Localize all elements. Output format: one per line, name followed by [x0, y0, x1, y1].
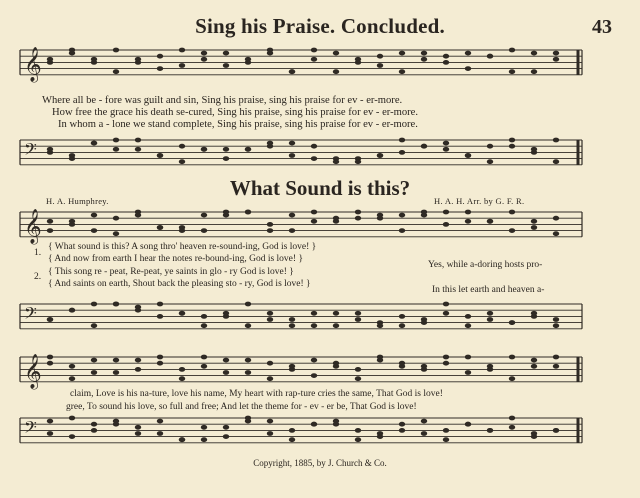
- note-head: [179, 159, 185, 164]
- note-head: [553, 323, 559, 328]
- note-head: [399, 361, 405, 366]
- note-head: [311, 323, 317, 328]
- note-head: [311, 210, 317, 215]
- note-head: [135, 57, 141, 62]
- hymn-title-what-sound: What Sound is this?: [229, 176, 411, 200]
- note-head: [443, 210, 449, 215]
- note-head: [399, 51, 405, 56]
- note-head: [201, 228, 207, 233]
- note-head: [267, 361, 273, 366]
- note-head: [245, 210, 251, 215]
- note-head: [289, 428, 295, 433]
- note-head: [311, 219, 317, 224]
- note-head: [135, 308, 141, 313]
- note-head: [377, 63, 383, 68]
- note-head: [399, 323, 405, 328]
- note-head: [531, 147, 537, 152]
- note-head: [113, 216, 119, 221]
- note-head: [509, 355, 515, 360]
- note-head: [267, 376, 273, 381]
- note-head: [179, 48, 185, 53]
- note-head: [311, 144, 317, 149]
- clef-icon: 𝄢: [24, 303, 37, 327]
- note-head: [267, 431, 273, 436]
- note-head: [553, 364, 559, 369]
- note-head: [311, 311, 317, 316]
- note-head: [179, 144, 185, 149]
- note-head: [553, 428, 559, 433]
- note-head: [201, 437, 207, 442]
- lyric-line: Yes, while a-doring hosts pro-: [428, 260, 543, 270]
- clef-icon: 𝄞: [24, 47, 42, 82]
- note-head: [465, 66, 471, 71]
- note-head: [487, 144, 493, 149]
- lyric-line: In this let earth and heaven a-: [432, 285, 545, 295]
- note-head: [223, 425, 229, 430]
- note-head: [443, 361, 449, 366]
- note-head: [355, 210, 361, 215]
- note-head: [179, 437, 185, 442]
- note-head: [135, 425, 141, 430]
- note-head: [157, 153, 163, 158]
- note-head: [289, 317, 295, 322]
- note-head: [47, 431, 53, 436]
- note-head: [333, 323, 339, 328]
- note-head: [47, 317, 53, 322]
- note-head: [509, 228, 515, 233]
- note-head: [223, 147, 229, 152]
- note-head: [289, 364, 295, 369]
- note-head: [69, 434, 75, 439]
- lyric-line: Where all be - fore was guilt and sin, Sing his praise, sing his praise for ev - er-more.: [42, 95, 403, 106]
- note-head: [245, 358, 251, 363]
- note-head: [443, 141, 449, 146]
- lyric-line: gree, To sound his love, so full and free; And let the theme for - ev - er be, That God is love!: [66, 402, 417, 412]
- note-head: [355, 437, 361, 442]
- note-head: [333, 69, 339, 74]
- note-head: [201, 364, 207, 369]
- note-head: [531, 358, 537, 363]
- note-head: [267, 317, 273, 322]
- note-head: [157, 314, 163, 319]
- note-head: [443, 222, 449, 227]
- note-head: [531, 364, 537, 369]
- note-head: [355, 367, 361, 372]
- note-head: [531, 69, 537, 74]
- note-head: [69, 51, 75, 56]
- note-head: [443, 437, 449, 442]
- note-head: [245, 147, 251, 152]
- note-head: [91, 422, 97, 427]
- note-head: [399, 138, 405, 143]
- note-head: [157, 431, 163, 436]
- note-head: [135, 147, 141, 152]
- note-head: [91, 302, 97, 307]
- note-head: [399, 69, 405, 74]
- note-head: [289, 69, 295, 74]
- note-head: [487, 54, 493, 59]
- lyric-line: claim, Love is his na-ture, love his name, My heart with rap-ture cries the same, That God is love!: [70, 389, 443, 399]
- note-head: [355, 428, 361, 433]
- note-head: [135, 213, 141, 218]
- note-head: [69, 416, 75, 421]
- note-head: [47, 361, 53, 366]
- note-head: [113, 302, 119, 307]
- note-head: [267, 419, 273, 424]
- note-head: [267, 48, 273, 53]
- note-head: [91, 213, 97, 218]
- note-head: [421, 57, 427, 62]
- note-head: [223, 63, 229, 68]
- note-head: [355, 376, 361, 381]
- note-head: [113, 69, 119, 74]
- note-head: [333, 311, 339, 316]
- note-head: [443, 428, 449, 433]
- note-head: [443, 355, 449, 360]
- note-head: [465, 314, 471, 319]
- note-head: [399, 228, 405, 233]
- lyric-line: { And now from earth I hear the notes re-bound-ing, God is love! }: [48, 254, 304, 264]
- note-head: [157, 66, 163, 71]
- note-head: [355, 216, 361, 221]
- note-head: [47, 355, 53, 360]
- note-head: [157, 361, 163, 366]
- note-head: [245, 302, 251, 307]
- verse-number: 2.: [34, 272, 42, 282]
- note-head: [377, 153, 383, 158]
- note-head: [399, 150, 405, 155]
- note-head: [311, 358, 317, 363]
- note-head: [69, 308, 75, 313]
- note-head: [399, 422, 405, 427]
- note-head: [377, 54, 383, 59]
- note-head: [377, 323, 383, 328]
- hymn-title-concluded: Sing his Praise. Concluded.: [195, 14, 445, 38]
- note-head: [179, 311, 185, 316]
- note-head: [113, 231, 119, 236]
- note-head: [465, 219, 471, 224]
- note-head: [245, 370, 251, 375]
- note-head: [91, 323, 97, 328]
- clef-icon: 𝄢: [24, 139, 37, 163]
- note-head: [333, 219, 339, 224]
- note-head: [201, 314, 207, 319]
- note-head: [509, 138, 515, 143]
- note-head: [157, 302, 163, 307]
- note-head: [421, 431, 427, 436]
- arranger-credit: H. A. H. Arr. by G. F. R.: [434, 196, 525, 206]
- note-head: [201, 51, 207, 56]
- note-head: [553, 51, 559, 56]
- note-head: [289, 153, 295, 158]
- note-head: [553, 216, 559, 221]
- note-head: [113, 419, 119, 424]
- note-head: [157, 225, 163, 230]
- note-head: [531, 219, 537, 224]
- note-head: [267, 228, 273, 233]
- note-head: [465, 153, 471, 158]
- note-head: [245, 419, 251, 424]
- note-head: [509, 425, 515, 430]
- page-number: 43: [592, 16, 612, 38]
- note-head: [201, 213, 207, 218]
- note-head: [399, 213, 405, 218]
- note-head: [553, 159, 559, 164]
- note-head: [311, 48, 317, 53]
- lyric-line: { What sound is this? A song thro' heaven re-sound-ing, God is love! }: [48, 242, 317, 252]
- note-head: [157, 355, 163, 360]
- note-head: [553, 231, 559, 236]
- note-head: [553, 57, 559, 62]
- note-head: [223, 434, 229, 439]
- lyric-line: How free the grace his death se-cured, Sing his praise, sing his praise for ev - er-more.: [52, 107, 419, 118]
- note-head: [267, 141, 273, 146]
- note-head: [69, 376, 75, 381]
- note-head: [487, 367, 493, 372]
- note-head: [377, 431, 383, 436]
- note-head: [355, 317, 361, 322]
- note-head: [509, 210, 515, 215]
- note-head: [553, 355, 559, 360]
- note-head: [531, 225, 537, 230]
- note-head: [333, 159, 339, 164]
- note-head: [377, 358, 383, 363]
- note-head: [201, 355, 207, 360]
- note-head: [465, 355, 471, 360]
- note-head: [465, 370, 471, 375]
- note-head: [223, 311, 229, 316]
- note-head: [47, 219, 53, 224]
- note-head: [509, 69, 515, 74]
- note-head: [509, 48, 515, 53]
- note-head: [69, 364, 75, 369]
- note-head: [399, 428, 405, 433]
- note-head: [311, 156, 317, 161]
- note-head: [113, 147, 119, 152]
- note-head: [179, 228, 185, 233]
- note-head: [135, 358, 141, 363]
- note-head: [135, 138, 141, 143]
- note-head: [289, 213, 295, 218]
- note-head: [421, 367, 427, 372]
- note-head: [553, 317, 559, 322]
- note-head: [179, 376, 185, 381]
- note-head: [69, 219, 75, 224]
- note-head: [443, 311, 449, 316]
- note-head: [531, 311, 537, 316]
- note-head: [201, 147, 207, 152]
- note-head: [465, 323, 471, 328]
- composer-credit: H. A. Humphrey.: [46, 196, 109, 206]
- note-head: [333, 51, 339, 56]
- note-head: [135, 431, 141, 436]
- note-head: [267, 311, 273, 316]
- note-head: [443, 147, 449, 152]
- note-head: [421, 144, 427, 149]
- note-head: [113, 358, 119, 363]
- note-head: [201, 57, 207, 62]
- note-head: [91, 428, 97, 433]
- note-head: [135, 367, 141, 372]
- note-head: [245, 57, 251, 62]
- note-head: [421, 320, 427, 325]
- note-head: [69, 153, 75, 158]
- note-head: [421, 419, 427, 424]
- copyright-notice: Copyright, 1885, by J. Church & Co.: [253, 458, 387, 468]
- note-head: [487, 317, 493, 322]
- note-head: [355, 60, 361, 65]
- note-head: [223, 156, 229, 161]
- note-head: [465, 422, 471, 427]
- note-head: [179, 367, 185, 372]
- note-head: [201, 425, 207, 430]
- note-head: [113, 138, 119, 143]
- note-head: [47, 147, 53, 152]
- note-head: [289, 228, 295, 233]
- note-head: [113, 48, 119, 53]
- note-head: [509, 320, 515, 325]
- lyric-line: { This song re - peat, Re-peat, ye saints in glo - ry God is love! }: [48, 267, 294, 277]
- note-head: [91, 141, 97, 146]
- note-head: [223, 370, 229, 375]
- note-head: [47, 60, 53, 65]
- note-head: [223, 51, 229, 56]
- clef-icon: 𝄞: [24, 354, 42, 389]
- note-head: [509, 376, 515, 381]
- note-head: [289, 323, 295, 328]
- note-head: [487, 311, 493, 316]
- verse-number: 1.: [34, 248, 42, 258]
- lyric-line: { And saints on earth, Shout back the pleasing sto - ry, God is love! }: [48, 279, 311, 289]
- clef-icon: 𝄢: [24, 417, 37, 441]
- note-head: [201, 323, 207, 328]
- note-head: [465, 51, 471, 56]
- note-head: [443, 302, 449, 307]
- note-head: [487, 159, 493, 164]
- note-head: [311, 373, 317, 378]
- note-head: [245, 323, 251, 328]
- note-head: [487, 219, 493, 224]
- note-head: [443, 54, 449, 59]
- lyric-line: In whom a - lone we stand complete, Sing his praise, sing his praise for ev - er-more.: [58, 119, 418, 130]
- note-head: [91, 370, 97, 375]
- note-head: [311, 422, 317, 427]
- note-head: [333, 364, 339, 369]
- note-head: [91, 228, 97, 233]
- note-head: [399, 314, 405, 319]
- note-head: [333, 419, 339, 424]
- note-head: [355, 156, 361, 161]
- note-head: [223, 210, 229, 215]
- note-head: [377, 216, 383, 221]
- note-head: [223, 358, 229, 363]
- note-head: [421, 51, 427, 56]
- note-head: [421, 210, 427, 215]
- note-head: [267, 222, 273, 227]
- note-head: [47, 419, 53, 424]
- note-head: [531, 51, 537, 56]
- note-head: [487, 428, 493, 433]
- note-head: [509, 416, 515, 421]
- note-head: [179, 63, 185, 68]
- note-head: [509, 144, 515, 149]
- note-head: [47, 228, 53, 233]
- note-head: [465, 210, 471, 215]
- note-head: [289, 141, 295, 146]
- note-head: [443, 60, 449, 65]
- note-head: [289, 437, 295, 442]
- clef-icon: 𝄞: [24, 209, 42, 244]
- note-head: [311, 57, 317, 62]
- note-head: [157, 54, 163, 59]
- note-head: [531, 431, 537, 436]
- note-head: [553, 138, 559, 143]
- note-head: [91, 358, 97, 363]
- note-head: [355, 311, 361, 316]
- note-head: [157, 419, 163, 424]
- note-head: [113, 370, 119, 375]
- note-head: [91, 60, 97, 65]
